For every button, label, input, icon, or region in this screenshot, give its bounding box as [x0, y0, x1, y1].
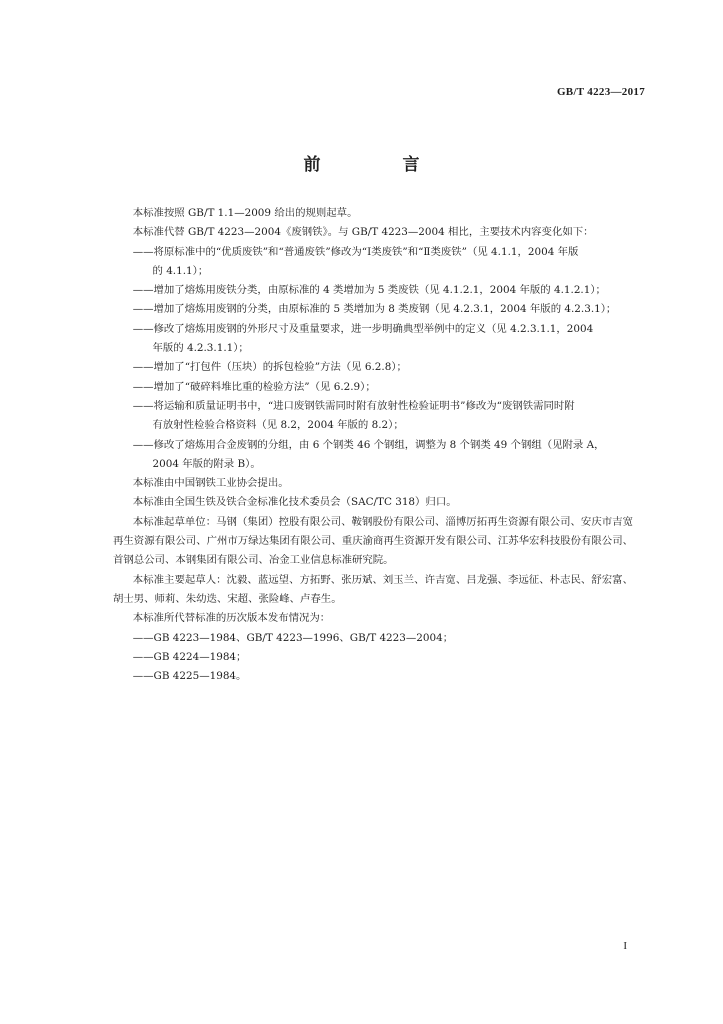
page-title: 前 言 — [303, 155, 458, 175]
change-item — [113, 358, 633, 377]
proposer-paragraph: 本标准由中国钢铁工业协会提出。 — [132, 477, 289, 490]
change-item-continuation: 的 4.1.1）； — [152, 264, 209, 277]
change-item-continuation: 2004 年版的附录 B）。 — [152, 457, 261, 470]
change-item-line: ——修改了熔炼用废钢的外形尺寸及重量要求，进一步明确典型举例中的定义（见 4.2.3.1.1，2004 — [132, 322, 594, 335]
change-item — [113, 378, 633, 397]
change-item — [113, 281, 633, 300]
change-item-line: ——修改了熔炼用合金废钢的分组，由 6 个钢类 46 个钢组，调整为 8 个钢类 49 个钢组（见附录 A， — [132, 438, 605, 451]
history-item: ——GB 4223—1984、GB/T 4223—1996、GB/T 4223—2004； — [132, 631, 454, 644]
change-item-continuation: 有放射性检验合格资料（见 8.2，2004 年版的 8.2）； — [152, 419, 404, 432]
change-item — [113, 300, 633, 319]
change-item-line: ——增加了熔炼用废铁分类，由原标准的 4 类增加为 5 类废铁（见 4.1.2.1，2004 年版的 4.1.2.1）； — [132, 284, 606, 297]
change-item — [113, 397, 633, 436]
intro-paragraph: 本标准代替 GB/T 4223—2004《废钢铁》。与 GB/T 4223—2004 相比，主要技术内容变化如下： — [132, 226, 594, 239]
committee-paragraph: 本标准由全国生铁及铁合金标准化技术委员会（SAC/TC 318）归口。 — [132, 496, 457, 509]
change-item — [113, 436, 633, 475]
history-item: ——GB 4225—1984。 — [132, 670, 247, 683]
history-list — [113, 629, 633, 687]
history-intro-paragraph: 本标准所代替标准的历次版本发布情况为： — [132, 612, 331, 625]
intro-paragraph: 本标准按照 GB/T 1.1—2009 给出的规则起草。 — [132, 207, 358, 219]
drafters-paragraph: 本标准主要起草人：沈毅、蓝远望、方拓野、张历斌、刘玉兰、许吉宽、吕龙强、李远征、朴志民、舒宏富、胡士男、师莉、朱幼迭、宋超、张险峰、卢春生。 — [113, 573, 633, 605]
change-item — [113, 320, 633, 359]
page-number: I — [623, 940, 627, 952]
change-item — [113, 243, 633, 282]
document-body — [113, 204, 633, 686]
change-item-line: ——将原标准中的“优质废铁”和“普通废铁”修改为“Ⅰ类废铁”和“Ⅱ类废铁”（见 4.1.1，2004 年版 — [132, 245, 579, 258]
change-item-line: ——增加了“破碎料堆比重的检验方法”（见 6.2.9）； — [132, 380, 376, 393]
change-item-line: ——将运输和质量证明书中，“进口废钢铁需同时附有放射性检验证明书”修改为“废钢铁需同时附 — [132, 399, 575, 412]
history-item: ——GB 4224—1984； — [132, 650, 247, 663]
change-item-line: ——增加了“打包件（压块）的拆包检验”方法（见 6.2.8）； — [132, 361, 407, 374]
changes-list — [113, 243, 633, 475]
change-item-continuation: 年版的 4.2.3.1.1）； — [152, 342, 249, 355]
drafting-units-paragraph: 本标准起草单位：马钢（集团）控股有限公司、鞍钢股份有限公司、淄博厉拓再生资源有限公司、安庆市吉宽再生资源有限公司、广州市万绿达集团有限公司、重庆渝商再生资源开发有限公司、江苏华宏科技股份有限公司、首钢总公司、本钢集团有限公司、冶金工业信息标准研究院。 — [113, 515, 633, 567]
change-item-line: ——增加了熔炼用废钢的分类，由原标准的 5 类增加为 8 类废钢（见 4.2.3.1，2004 年版的 4.2.3.1）； — [132, 303, 617, 316]
standard-number: GB/T 4223—2017 — [556, 86, 645, 98]
